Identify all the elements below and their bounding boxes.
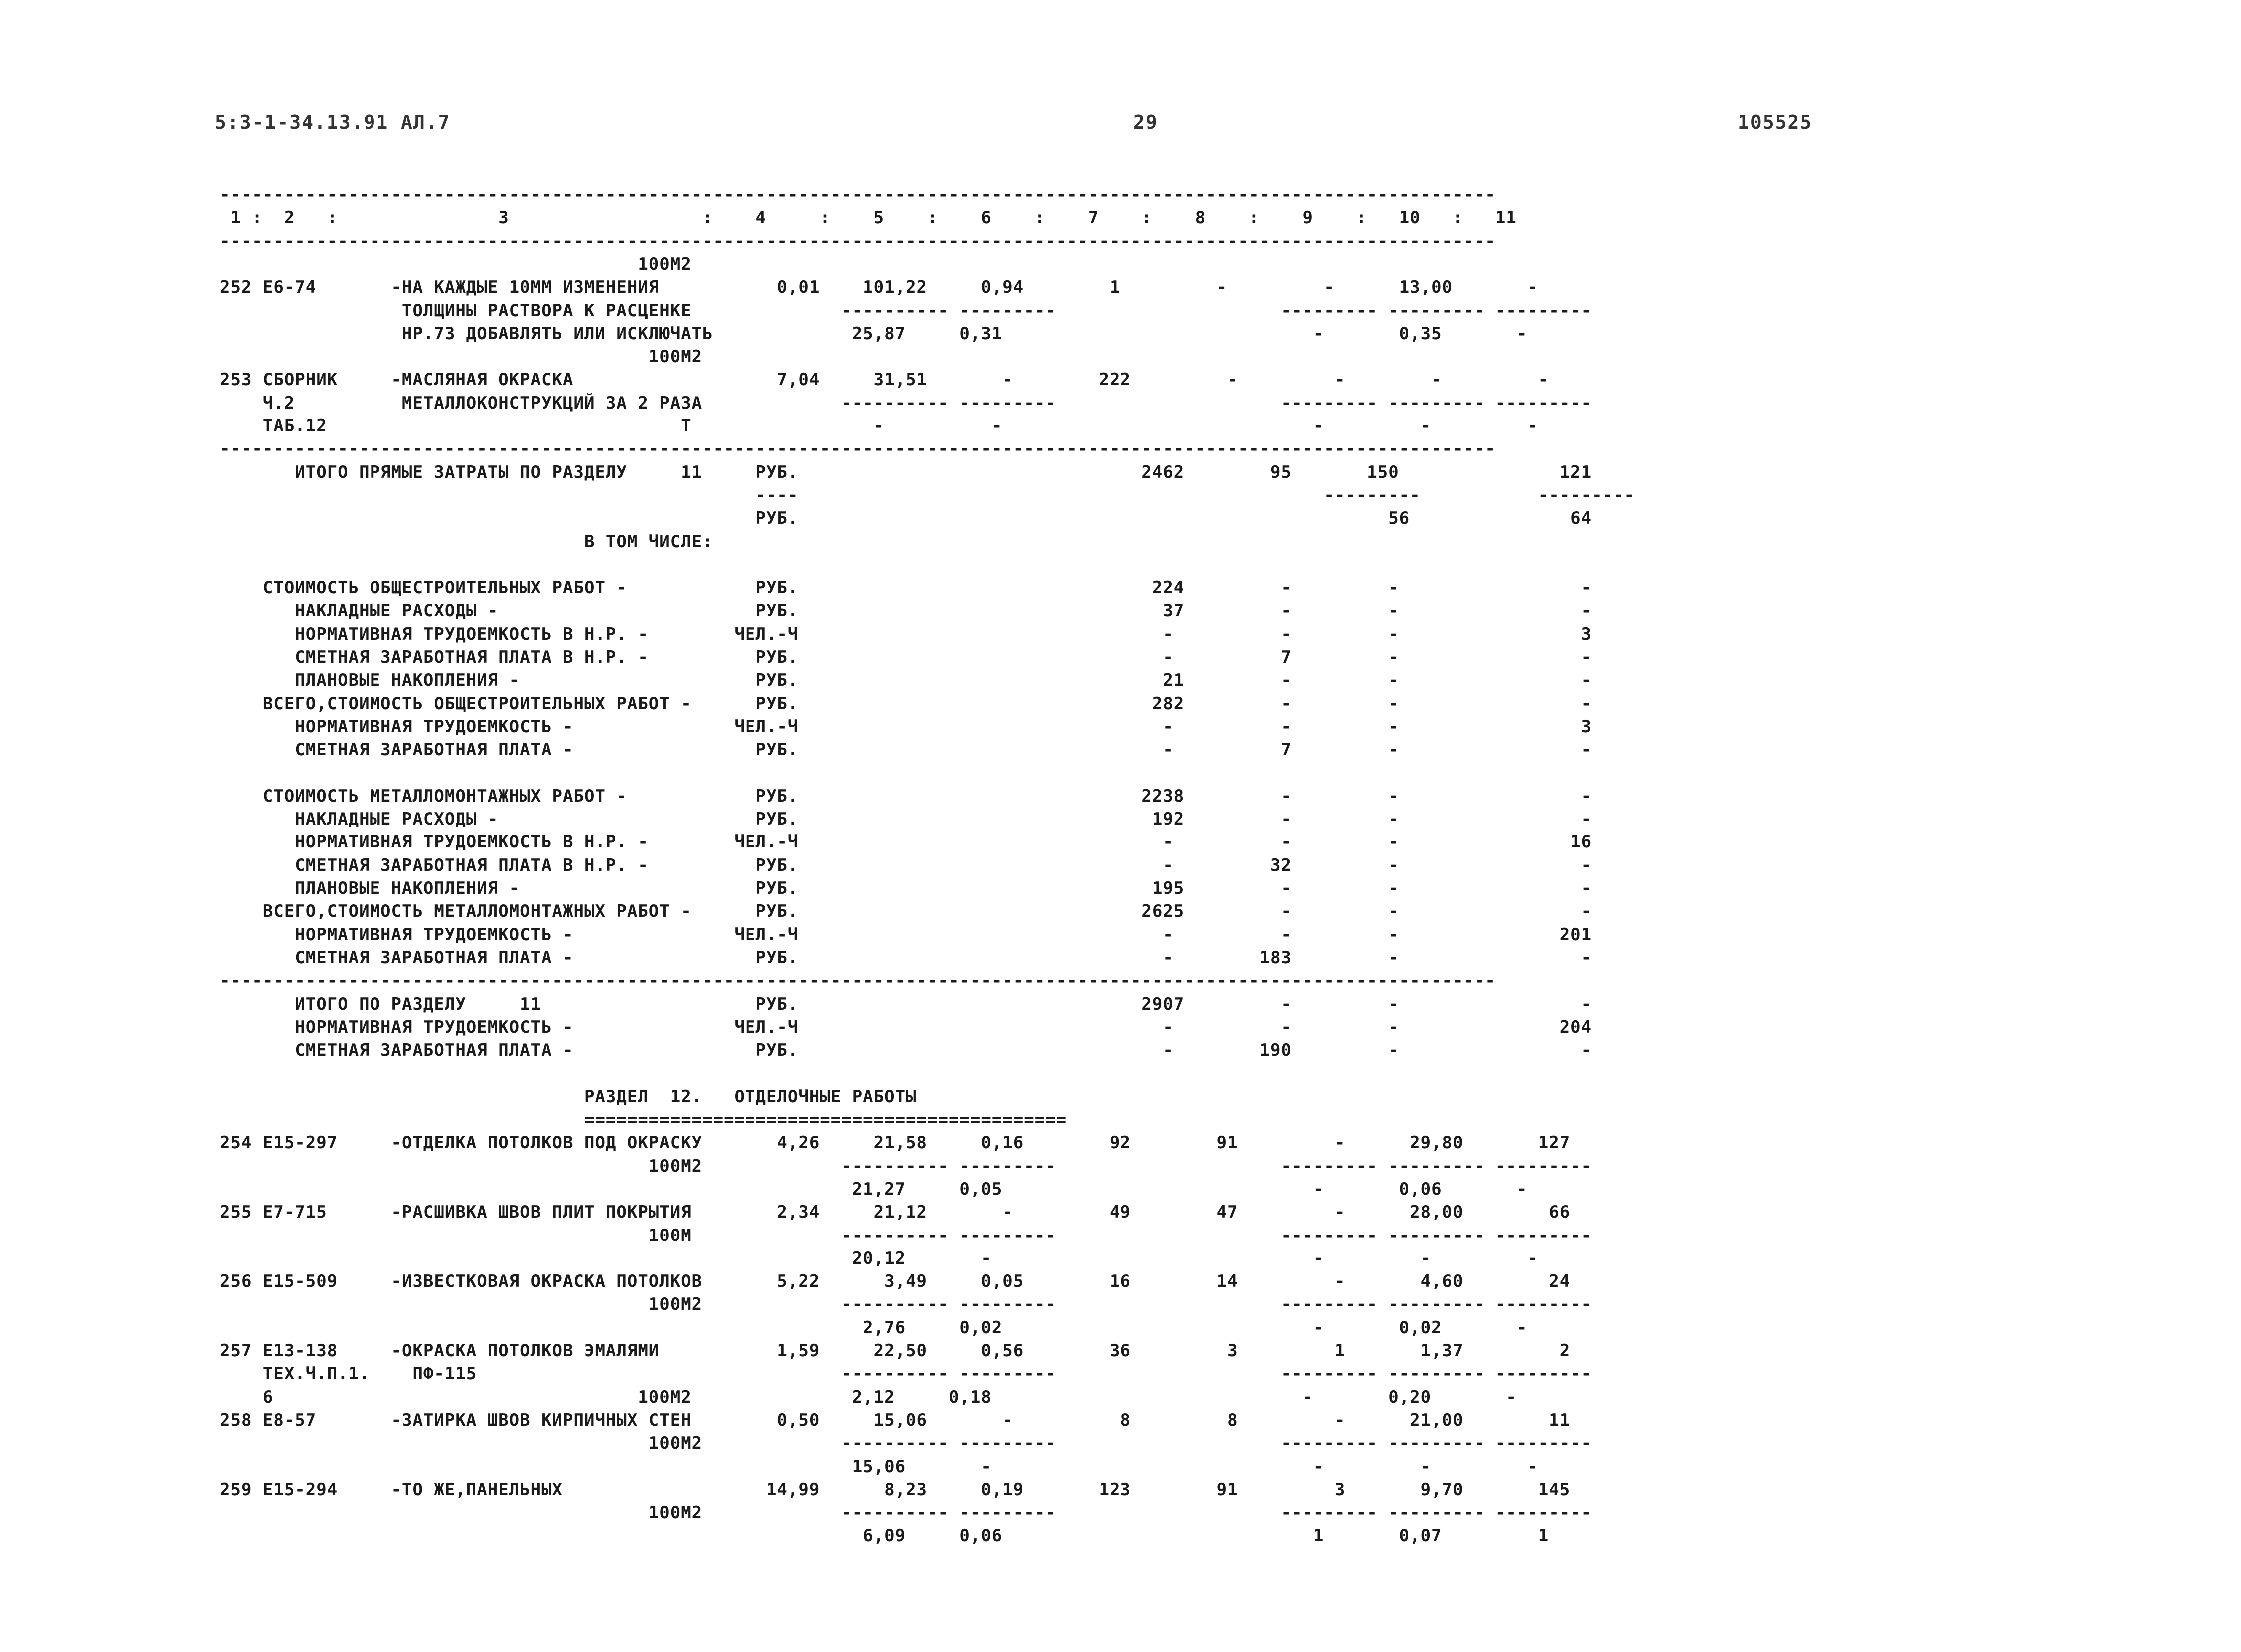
estimate-line: НОРМАТИВНАЯ ТРУДОЕМКОСТЬ - ЧЕЛ.-Ч - - - 201	[220, 925, 1592, 945]
estimate-line: СМЕТНАЯ ЗАРАБОТНАЯ ПЛАТА - РУБ. - 190 - -	[220, 1040, 1592, 1060]
estimate-line: В ТОМ ЧИСЛЕ:	[220, 532, 713, 552]
estimate-line: -----------------------------------------------------------------------------------------------------------------------	[220, 231, 1495, 251]
page-number: 29	[1133, 111, 1158, 133]
estimate-line: ТОЛЩИНЫ РАСТВОРА К РАСЦЕНКЕ ---------- --------- --------- --------- ---------	[220, 301, 1592, 321]
estimate-line: СМЕТНАЯ ЗАРАБОТНАЯ ПЛАТА В Н.Р. - РУБ. - 7 - -	[220, 647, 1592, 667]
estimate-line: 259 Е15-294 -ТО ЖЕ,ПАНЕЛЬНЫХ 14,99 8,23 0,19 123 91 3 9,70 145	[220, 1480, 1571, 1500]
estimate-line: =============================================	[220, 1110, 1067, 1130]
estimate-line: 20,12 - - - -	[220, 1248, 1538, 1268]
estimate-line: 1 : 2 : 3 : 4 : 5 : 6 : 7 : 8 : 9 : 10 : 11	[220, 208, 1517, 228]
estimate-line: 255 Е7-715 -РАСШИВКА ШВОВ ПЛИТ ПОКРЫТИЯ 2,34 21,12 - 49 47 - 28,00 66	[220, 1202, 1571, 1222]
estimate-line: ТАБ.12 Т - - - - -	[220, 416, 1538, 436]
estimate-line: 254 Е15-297 -ОТДЕЛКА ПОТОЛКОВ ПОД ОКРАСКУ 4,26 21,58 0,16 92 91 - 29,80 127	[220, 1133, 1571, 1153]
estimate-line: ТЕХ.Ч.П.1. ПФ-115 ---------- --------- --------- --------- ---------	[220, 1364, 1592, 1384]
estimate-line: 100М2 ---------- --------- --------- --------- ---------	[220, 1503, 1592, 1523]
estimate-line: ПЛАНОВЫЕ НАКОПЛЕНИЯ - РУБ. 195 - - -	[220, 878, 1592, 898]
doc-number: 105525	[1738, 111, 1813, 133]
estimate-line: НОРМАТИВНАЯ ТРУДОЕМКОСТЬ - ЧЕЛ.-Ч - - - 204	[220, 1017, 1592, 1037]
estimate-line: 100М2	[220, 347, 703, 367]
estimate-line: 100М2 ---------- --------- --------- --------- ---------	[220, 1156, 1592, 1176]
estimate-line: 100М2	[220, 254, 692, 274]
estimate-line: НР.73 ДОБАВЛЯТЬ ИЛИ ИСКЛЮЧАТЬ 25,87 0,31 - 0,35 -	[220, 324, 1528, 344]
estimate-line: 253 СБОРНИК -МАСЛЯНАЯ ОКРАСКА 7,04 31,51 - 222 - - - -	[220, 370, 1549, 390]
estimate-line: 6,09 0,06 1 0,07 1	[220, 1526, 1549, 1546]
estimate-line: СТОИМОСТЬ ОБЩЕСТРОИТЕЛЬНЫХ РАБОТ - РУБ. 224 - - -	[220, 578, 1592, 598]
estimate-line: 15,06 - - - -	[220, 1457, 1538, 1477]
estimate-line: 256 Е15-509 -ИЗВЕСТКОВАЯ ОКРАСКА ПОТОЛКОВ 5,22 3,49 0,05 16 14 - 4,60 24	[220, 1271, 1571, 1291]
estimate-line: -----------------------------------------------------------------------------------------------------------------------	[220, 439, 1495, 459]
estimate-line: 100М2 ---------- --------- --------- --------- ---------	[220, 1433, 1592, 1453]
estimate-line: -----------------------------------------------------------------------------------------------------------------------	[220, 185, 1495, 205]
estimate-line: РУБ. 56 64	[220, 508, 1592, 528]
estimate-line: -----------------------------------------------------------------------------------------------------------------------	[220, 971, 1495, 991]
estimate-line: 100М ---------- --------- --------- --------- ---------	[220, 1226, 1592, 1245]
doc-code: 5:3-1-34.13.91 АЛ.7	[215, 111, 451, 133]
estimate-line: 6 100М2 2,12 0,18 - 0,20 -	[220, 1387, 1517, 1407]
estimate-line: ВСЕГО,СТОИМОСТЬ ОБЩЕСТРОИТЕЛЬНЫХ РАБОТ - РУБ. 282 - - -	[220, 694, 1592, 714]
estimate-line: СМЕТНАЯ ЗАРАБОТНАЯ ПЛАТА В Н.Р. - РУБ. - 32 - -	[220, 855, 1592, 875]
estimate-line: ИТОГО ПО РАЗДЕЛУ 11 РУБ. 2907 - - -	[220, 994, 1592, 1014]
estimate-line: СМЕТНАЯ ЗАРАБОТНАЯ ПЛАТА - РУБ. - 183 - -	[220, 948, 1592, 968]
estimate-line: 258 Е8-57 -ЗАТИРКА ШВОВ КИРПИЧНЫХ СТЕН 0,50 15,06 - 8 8 - 21,00 11	[220, 1410, 1571, 1430]
estimate-line: 257 Е13-138 -ОКРАСКА ПОТОЛКОВ ЭМАЛЯМИ 1,59 22,50 0,56 36 3 1 1,37 2	[220, 1341, 1571, 1361]
estimate-line: 21,27 0,05 - 0,06 -	[220, 1179, 1528, 1199]
estimate-line: СМЕТНАЯ ЗАРАБОТНАЯ ПЛАТА - РУБ. - 7 - -	[220, 740, 1592, 760]
estimate-line: НОРМАТИВНАЯ ТРУДОЕМКОСТЬ В Н.Р. - ЧЕЛ.-Ч - - - 16	[220, 832, 1592, 852]
estimate-line: НОРМАТИВНАЯ ТРУДОЕМКОСТЬ В Н.Р. - ЧЕЛ.-Ч - - - 3	[220, 624, 1592, 644]
estimate-line: 252 Е6-74 -НА КАЖДЫЕ 10ММ ИЗМЕНЕНИЯ 0,01 101,22 0,94 1 - - 13,00 -	[220, 277, 1538, 297]
estimate-line: 2,76 0,02 - 0,02 -	[220, 1318, 1528, 1338]
estimate-line: ВСЕГО,СТОИМОСТЬ МЕТАЛЛОМОНТАЖНЫХ РАБОТ - РУБ. 2625 - - -	[220, 901, 1592, 921]
estimate-line: ИТОГО ПРЯМЫЕ ЗАТРАТЫ ПО РАЗДЕЛУ 11 РУБ. 2462 95 150 121	[220, 462, 1592, 482]
estimate-line: ПЛАНОВЫЕ НАКОПЛЕНИЯ - РУБ. 21 - - -	[220, 670, 1592, 690]
estimate-line: РАЗДЕЛ 12. ОТДЕЛОЧНЫЕ РАБОТЫ	[220, 1087, 917, 1107]
estimate-line: СТОИМОСТЬ МЕТАЛЛОМОНТАЖНЫХ РАБОТ - РУБ. 2238 - - -	[220, 786, 1592, 806]
estimate-line: НОРМАТИВНАЯ ТРУДОЕМКОСТЬ - ЧЕЛ.-Ч - - - 3	[220, 717, 1592, 737]
estimate-line: 100М2 ---------- --------- --------- --------- ---------	[220, 1294, 1592, 1314]
estimate-line: НАКЛАДНЫЕ РАСХОДЫ - РУБ. 37 - - -	[220, 601, 1592, 621]
estimate-line: НАКЛАДНЫЕ РАСХОДЫ - РУБ. 192 - - -	[220, 809, 1592, 829]
estimate-line: Ч.2 МЕТАЛЛОКОНСТРУКЦИЙ ЗА 2 РАЗА ---------- --------- --------- --------- ---------	[220, 393, 1592, 413]
estimate-line: ---- --------- ---------	[220, 485, 1635, 505]
